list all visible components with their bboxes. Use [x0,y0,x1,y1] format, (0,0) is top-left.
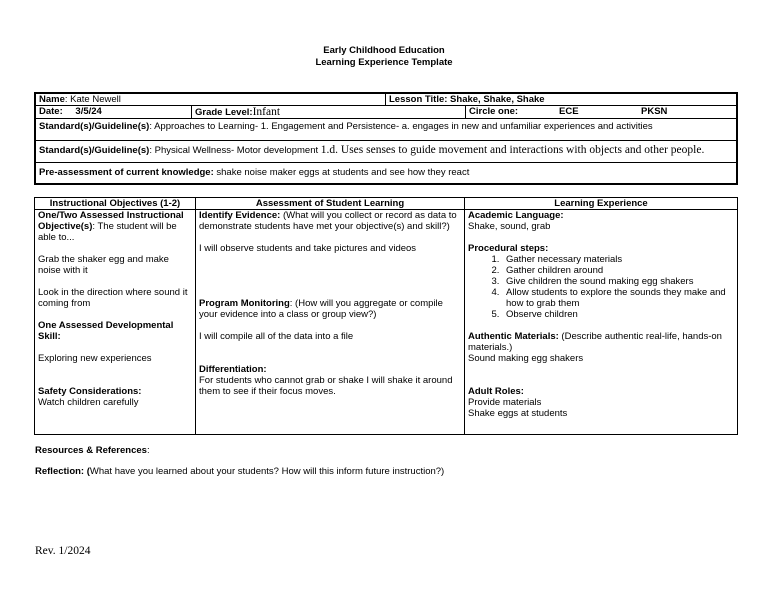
date-value: 3/5/24 [75,106,102,117]
name-cell [36,94,386,105]
monitoring-prompt: : (How will you aggregate or compile your evidence into a class or group view?) [199,298,443,320]
adult-role-1: Provide materials [468,397,542,408]
academic-language-label: Academic Language: [468,210,564,221]
name-row [36,94,736,106]
standard-2-value-detail: 1.d. Uses senses to guide movement and interactions with objects and other people. [320,144,705,156]
evidence [199,210,461,232]
preassessment-value: shake noise maker eggs at students and see how they react [213,167,470,178]
developmental-skill-value: Exploring new experiences [38,353,152,364]
preassessment-label: Pre-assessment of current knowledge: [39,167,214,178]
circle-option-pksn[interactable]: PKSN [641,106,668,117]
title-line-2: Learning Experience Template [315,57,453,68]
authentic-materials-prompt: (Describe authentic real-life, hands-on materials.) [468,331,722,353]
objective-1: Grab the shaker egg and make noise with it [38,254,169,276]
name-value: : Kate Newell [64,94,121,105]
adult-roles-label: Adult Roles: [468,386,524,397]
standard-2-label: Standard(s)/Guideline(s) [39,145,150,156]
differentiation-label: Differentiation: [199,364,267,375]
name-label: Name [39,94,65,105]
assessed-objectives-value: : The student will be able to... [38,221,177,243]
grade-level-label: Grade Level: [195,107,253,118]
adult-role-2: Shake eggs at students [468,408,568,419]
resources-line [35,445,150,456]
procedural-step: 4. Allow students to explore the sounds they make and how to grab them [502,287,734,309]
grade-level-cell [192,106,466,118]
authentic-materials [468,331,734,353]
circle-one-label: Circle one: [469,106,519,117]
preassessment-row [36,163,736,183]
objectives-column [35,198,196,434]
document-title [0,45,768,69]
standard-1-label: Standard(s)/Guideline(s) [39,121,150,132]
experience-column [465,198,737,434]
developmental-skill-label: One Assessed Developmental Skill: [38,320,174,342]
authentic-materials-value: Sound making egg shakers [468,353,584,364]
monitoring-value: I will compile all of the data into a file [199,331,354,342]
date-label: Date: [39,106,63,117]
procedural-steps-label: Procedural steps: [468,243,549,254]
authentic-materials-label: Authentic Materials: [468,331,559,342]
date-row [36,106,736,119]
standard-2-cell [36,141,736,162]
date-cell [36,106,192,118]
assessed-objectives [38,210,192,243]
circle-one-cell [466,106,736,118]
procedural-step: 2. Gather children around [502,265,734,276]
safety-value: Watch children carefully [38,397,139,408]
lesson-title-cell: Lesson Title: Shake, Shake, Shake [389,94,545,105]
assessment-header: Assessment of Student Learning [196,198,464,210]
reflection-label: Reflection: ( [35,466,90,477]
standard-1-cell [36,119,736,140]
standard-1-row [36,119,736,141]
objectives-body [35,210,195,408]
grade-level-value: Infant [252,106,281,118]
procedural-steps-list [468,254,734,320]
reflection-line [35,466,444,477]
experience-body [465,210,737,419]
procedural-step: 1. Gather necessary materials [502,254,734,265]
revision-footer: Rev. 1/2024 [35,545,91,557]
assessment-body [196,210,464,397]
academic-language-value: Shake, sound, grab [468,221,551,232]
preassessment-cell [36,163,736,183]
lesson-plan-table [34,197,738,435]
resources-label: Resources & References [35,445,147,456]
objective-2: Look in the direction where sound it coming from [38,287,188,309]
resources-colon: : [146,445,150,456]
safety-label: Safety Considerations: [38,386,142,397]
monitoring [199,298,461,320]
lesson-info-table [34,92,738,185]
evidence-prompt: (What will you collect or record as data to demonstrate students have met your objective(s) and skill?) [199,210,457,232]
reflection-prompt: What have you learned about your students? How will this inform future instruction?) [89,466,445,477]
evidence-label: Identify Evidence: [199,210,281,221]
assessed-objectives-label: One/Two Assessed Instructional Objective(s) [38,210,184,232]
standard-1-value: : Approaches to Learning- 1. Engagement and Persistence- a. engages in new and unfamiliar experiences and activities [149,121,653,132]
assessment-column [196,198,465,434]
procedural-step: 5. Observe children [502,309,734,320]
evidence-value: I will observe students and take pictures and videos [199,243,417,254]
procedural-step: 3. Give children the sound making egg shakers [502,276,734,287]
experience-header: Learning Experience [465,198,737,210]
monitoring-label: Program Monitoring [199,298,290,309]
circle-option-ece[interactable]: ECE [559,106,579,117]
objectives-header: Instructional Objectives (1-2) [35,198,195,210]
standard-2-value: : Physical Wellness- Motor development [149,145,321,156]
differentiation-value: For students who cannot grab or shake I will shake it around them to see if their focus moves. [199,375,453,397]
standard-2-row [36,141,736,163]
title-line-1: Early Childhood Education [323,45,445,56]
